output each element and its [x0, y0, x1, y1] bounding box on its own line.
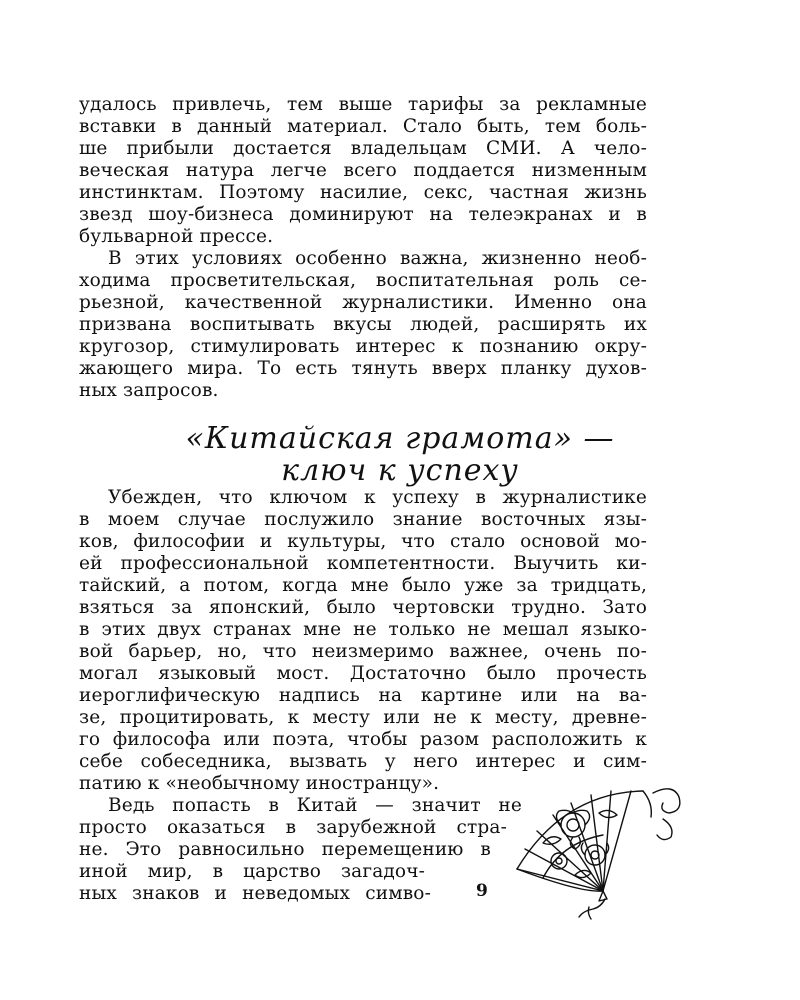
paragraph2-line: В этих условиях особенно важна, жизненно необ-	[108, 248, 647, 269]
paragraph3-line: иероглифическую надпись на картине или на ва-	[79, 685, 647, 706]
paragraph1-line: веческая натура легче всего поддается низменным	[79, 160, 647, 181]
paragraph2-line: ных запросов.	[79, 380, 219, 401]
paragraph4-line: Ведь попасть в Китай — значит не	[108, 795, 522, 816]
paragraph3-line: взяться за японский, было чертовски трудно. Зато	[79, 597, 647, 618]
paragraph4-line: просто оказаться в зарубежной стра-	[79, 817, 507, 838]
section-heading-line2: ключ к успеху	[281, 453, 519, 488]
paragraph3-line: ей профессиональной компетентности. Выучить ки-	[79, 553, 647, 574]
paragraph3-line: патию к «необычному иностранцу».	[79, 773, 440, 794]
paragraph1-line: инстинктам. Поэтому насилие, секс, частная жизнь	[79, 182, 647, 203]
paragraph2-line: кругозор, стимулировать интерес к познанию окру-	[79, 336, 647, 357]
floral-fan-icon	[503, 783, 703, 923]
paragraph1-line: удалось привлечь, тем выше тарифы за рекламные	[79, 94, 647, 115]
paragraph4-line: иной мир, в царство загадоч-	[79, 861, 425, 882]
paragraph2-line: призвана воспитывать вкусы людей, расширять их	[79, 314, 647, 335]
paragraph3-line: себе собеседника, вызвать у него интерес и сим-	[79, 751, 647, 772]
paragraph3-line: тайский, а потом, когда мне было уже за тридцать,	[79, 575, 647, 596]
paragraph3-line: зе, процитировать, к месту или не к месту, древне-	[79, 707, 647, 728]
paragraph3-line: ков, философии и культуры, что стало основой мо-	[79, 531, 647, 552]
paragraph3-line: го философа или поэта, чтобы разом расположить к	[79, 729, 647, 750]
paragraph3-line: могал языковый мост. Достаточно было прочесть	[79, 663, 647, 684]
paragraph2-line: ходима просветительская, воспитательная роль се-	[79, 270, 647, 291]
paragraph4-line: ных знаков и неведомых симво-	[79, 883, 431, 904]
paragraph1-line: ше прибыли достается владельцам СМИ. А чело-	[79, 138, 647, 159]
paragraph2-line: рьезной, качественной журналистики. Именно она	[79, 292, 647, 313]
paragraph3-line: в моем случае послужило знание восточных язы-	[79, 509, 647, 530]
paragraph2-line: жающего мира. То есть тянуть вверх планку духов-	[79, 358, 647, 379]
paragraph3-line: в этих двух странах мне не только не мешал языко-	[79, 619, 647, 640]
paragraph1-line: вставки в данный материал. Стало быть, тем боль-	[79, 116, 647, 137]
paragraph4-line: не. Это равносильно перемещению в	[79, 839, 491, 860]
section-heading-line1: «Китайская грамота» —	[185, 421, 615, 456]
paragraph1-line: звезд шоу-бизнеса доминируют на телеэкранах и в	[79, 204, 647, 225]
paragraph3-line: вой барьер, но, что неизмеримо важнее, очень по-	[79, 641, 647, 662]
paragraph3-line: Убежден, что ключом к успеху в журналистике	[108, 487, 647, 508]
paragraph1-line: бульварной прессе.	[79, 226, 274, 247]
page-number: 9	[476, 881, 488, 901]
